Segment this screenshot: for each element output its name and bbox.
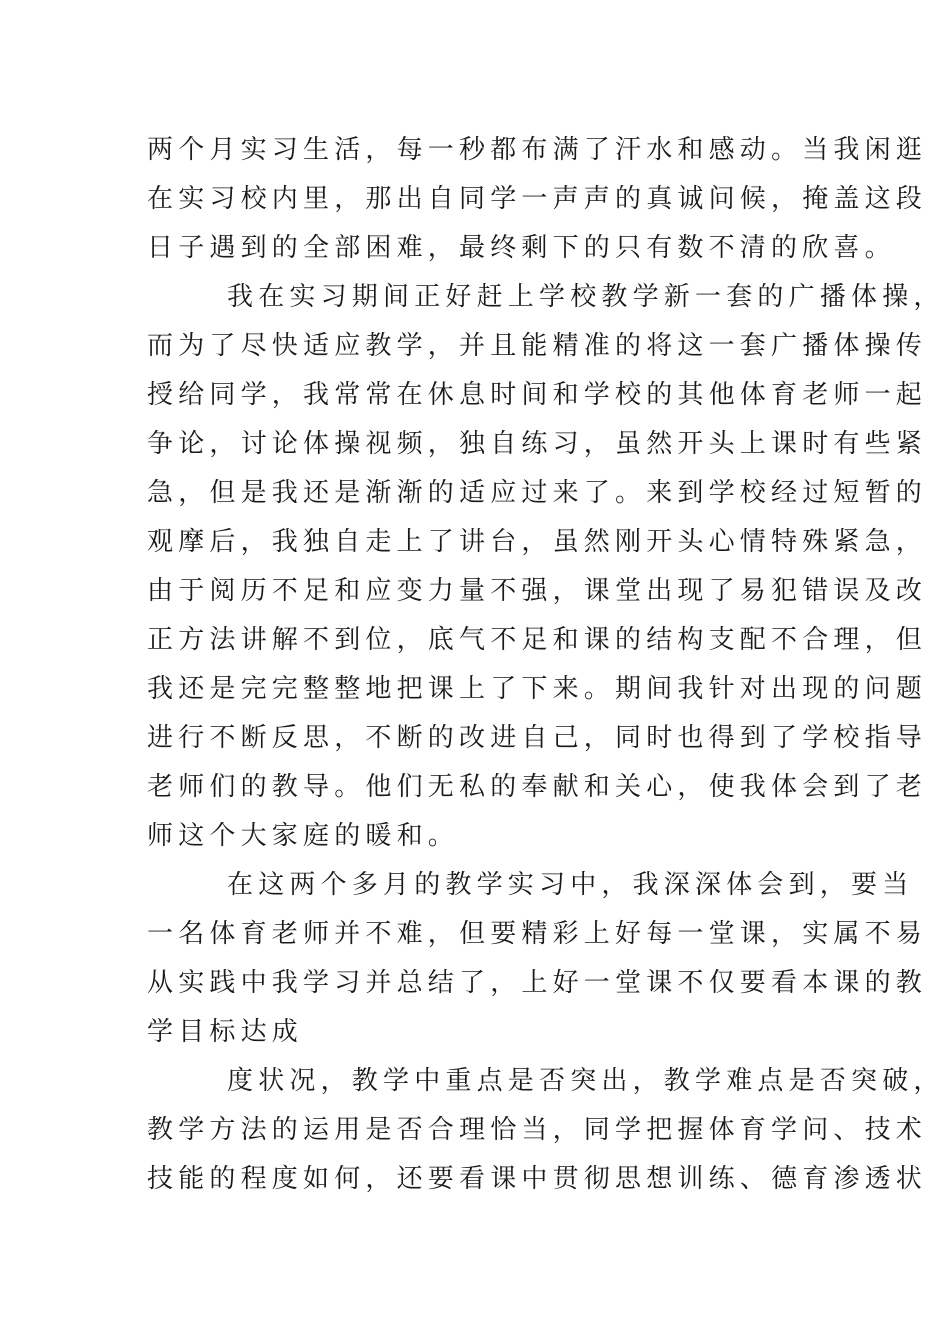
text-line: 授给同学，我常常在休息时间和学校的其他体育老师一起 [147, 380, 928, 410]
paragraph-first-line: 度状况，教学中重点是否突出，教学难点是否突破， [227, 1066, 945, 1096]
text-line: 教学方法的运用是否合理恰当，同学把握体育学问、技术 [147, 1115, 928, 1145]
text-line: 在实习校内里，那出自同学一声声的真诚问候，掩盖这段 [147, 184, 928, 214]
body-text [147, 126, 945, 1204]
text-line: 正方法讲解不到位，底气不足和课的结构支配不合理，但 [147, 625, 928, 655]
text-line: 观摩后，我独自走上了讲台，虽然刚开头心情特殊紧急， [147, 527, 928, 557]
text-line: 一名体育老师并不难，但要精彩上好每一堂课，实属不易 [147, 919, 928, 949]
text-line: 老师们的教导。他们无私的奉献和关心，使我体会到了老 [147, 772, 928, 802]
text-line: 进行不断反思，不断的改进自己，同时也得到了学校指导 [147, 723, 928, 753]
text-line: 由于阅历不足和应变力量不强，课堂出现了易犯错误及改 [147, 576, 928, 606]
text-line: 从实践中我学习并总结了，上好一堂课不仅要看本课的教 [147, 968, 928, 998]
text-line: 争论，讨论体操视频，独自练习，虽然开头上课时有些紧 [147, 429, 928, 459]
text-line: 两个月实习生活，每一秒都布满了汗水和感动。当我闲逛 [147, 135, 928, 165]
text-line: 日子遇到的全部困难，最终剩下的只有数不清的欣喜。 [147, 233, 896, 263]
text-line: 而为了尽快适应教学，并且能精准的将这一套广播体操传 [147, 331, 928, 361]
text-line: 师这个大家庭的暖和。 [147, 821, 460, 851]
text-line: 技能的程度如何，还要看课中贯彻思想训练、德育渗透状 [147, 1164, 928, 1194]
text-line: 我还是完完整整地把课上了下来。期间我针对出现的问题 [147, 674, 928, 704]
text-line: 学目标达成 [147, 1017, 304, 1047]
paragraph-first-line: 在这两个多月的教学实习中，我深深体会到，要当 [227, 870, 914, 900]
paragraph-first-line: 我在实习期间正好赶上学校教学新一套的广播体操， [227, 282, 945, 312]
text-line: 急，但是我还是渐渐的适应过来了。来到学校经过短暂的 [147, 478, 928, 508]
